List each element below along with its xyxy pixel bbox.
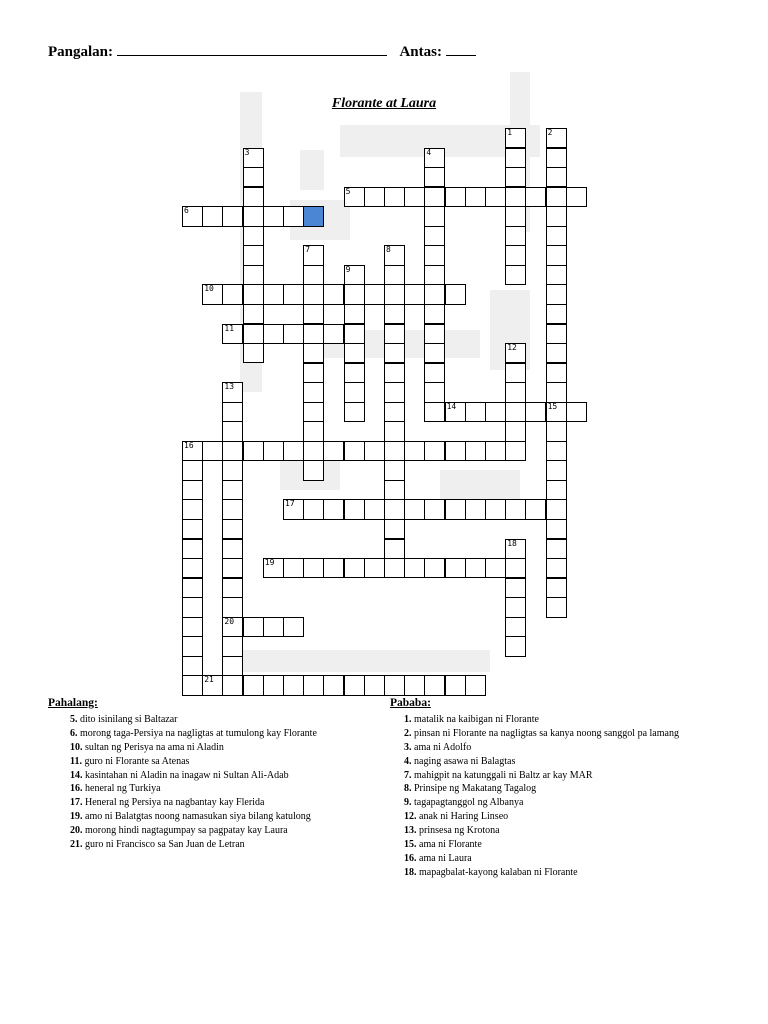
grid-cell[interactable] — [424, 304, 445, 324]
grid-cell[interactable] — [384, 402, 405, 422]
grid-cell[interactable] — [323, 499, 344, 519]
grid-cell[interactable] — [424, 265, 445, 285]
grid-cell[interactable] — [546, 558, 567, 578]
grid-cell[interactable] — [344, 284, 365, 304]
clue-text: prinsesa ng Krotona — [419, 825, 500, 837]
grid-cell[interactable] — [505, 597, 526, 617]
grid-cell[interactable] — [546, 148, 567, 168]
grid-number: 17 — [285, 499, 295, 509]
clue-text: Heneral ng Persiya na nagbantay kay Flerida — [85, 797, 265, 809]
grid-cell[interactable] — [344, 304, 365, 324]
grid-cell[interactable] — [384, 324, 405, 344]
page-title: Florante at Laura — [331, 96, 437, 111]
grid-cell[interactable] — [384, 284, 405, 304]
grid-cell[interactable] — [505, 421, 526, 441]
grid-number: 21 — [204, 675, 214, 685]
grid-cell[interactable] — [222, 558, 243, 578]
grid-cell[interactable] — [546, 441, 567, 461]
grid-cell[interactable] — [222, 675, 243, 695]
grid-cell[interactable] — [243, 441, 264, 461]
grid-cell[interactable] — [424, 245, 445, 265]
grid-cell[interactable] — [566, 402, 587, 422]
grid-cell[interactable] — [182, 460, 203, 480]
grid-cell[interactable] — [424, 382, 445, 402]
grid-cell[interactable] — [404, 558, 425, 578]
grid-cell[interactable] — [202, 441, 223, 461]
grid-cell[interactable] — [424, 206, 445, 226]
clue-text: morong hindi nagtagumpay sa pagpatay kay Laura — [85, 825, 288, 837]
grid-cell[interactable] — [505, 636, 526, 656]
grid-cell[interactable] — [546, 480, 567, 500]
grid-cell[interactable] — [384, 187, 405, 207]
grid-cell[interactable] — [445, 558, 466, 578]
grid-cell[interactable] — [424, 167, 445, 187]
grid-cell[interactable] — [182, 558, 203, 578]
grid-cell[interactable] — [364, 187, 385, 207]
grid-cell[interactable] — [546, 597, 567, 617]
grade-label: Antas: — [399, 44, 442, 60]
down-clue — [390, 741, 720, 755]
grid-number: 18 — [507, 538, 517, 548]
down-clue — [390, 796, 720, 810]
grid-cell[interactable] — [404, 187, 425, 207]
clue-number: 11. — [70, 755, 82, 767]
grid-cell[interactable] — [182, 636, 203, 656]
grid-cell[interactable] — [505, 167, 526, 187]
down-clue — [390, 769, 720, 783]
grid-number: 15 — [547, 401, 558, 411]
across-clue — [48, 796, 378, 810]
grid-cell[interactable] — [424, 441, 445, 461]
grid-cell[interactable] — [465, 558, 486, 578]
grid-cell[interactable] — [222, 206, 243, 226]
clue-number: 5. — [70, 713, 78, 725]
grid-number: 11 — [224, 323, 235, 333]
down-clue — [390, 852, 720, 866]
grid-cell[interactable] — [222, 402, 243, 422]
grid-cell[interactable] — [323, 558, 344, 578]
grid-cell[interactable] — [384, 519, 405, 539]
grid-cell[interactable] — [384, 675, 405, 695]
grid-cell[interactable] — [384, 480, 405, 500]
grid-number: 2 — [547, 128, 553, 137]
grid-cell[interactable] — [546, 539, 567, 559]
clue-number: 16. — [70, 783, 83, 795]
grid-cell[interactable] — [303, 206, 324, 226]
grid-cell[interactable] — [283, 558, 304, 578]
grid-number: 14 — [446, 401, 457, 411]
grid-cell[interactable] — [182, 617, 203, 637]
grid-cell[interactable] — [323, 675, 344, 695]
grid-cell[interactable] — [243, 343, 264, 363]
grid-cell[interactable] — [303, 265, 324, 285]
grid-cell[interactable] — [222, 460, 243, 480]
clue-text: mahigpit na katunggali ni Baltz ar kay MAR — [414, 769, 593, 781]
grid-cell[interactable] — [546, 421, 567, 441]
down-clue — [390, 838, 720, 852]
grid-cell[interactable] — [445, 284, 466, 304]
grid-cell[interactable] — [546, 206, 567, 226]
grid-cell[interactable] — [344, 343, 365, 363]
across-clue — [48, 810, 378, 824]
across-clue — [48, 741, 378, 755]
grid-cell[interactable] — [384, 499, 405, 519]
across-clue — [48, 769, 378, 783]
grid-cell[interactable] — [263, 324, 284, 344]
clue-text: guro ni Florante sa Atenas — [84, 755, 190, 767]
grid-cell[interactable] — [445, 499, 466, 519]
grid-cell[interactable] — [202, 206, 223, 226]
ghost-block — [300, 150, 324, 190]
down-clue — [390, 866, 720, 880]
grid-cell[interactable] — [424, 284, 445, 304]
clue-text: amo ni Balatgtas noong namasukan siya bilang katulong — [85, 811, 311, 823]
across-heading: Pahalang: — [48, 697, 98, 709]
grid-cell[interactable] — [546, 499, 567, 519]
grid-cell[interactable] — [465, 402, 486, 422]
grid-cell[interactable] — [263, 441, 284, 461]
clue-text: ama ni Florante — [419, 839, 482, 851]
grid-cell[interactable] — [485, 441, 506, 461]
grid-cell[interactable] — [222, 519, 243, 539]
grid-cell[interactable] — [303, 343, 324, 363]
grid-cell[interactable] — [323, 324, 344, 344]
grid-cell[interactable] — [222, 539, 243, 559]
across-clue — [48, 727, 378, 741]
clue-number: 6. — [70, 727, 78, 739]
grid-cell[interactable] — [222, 441, 243, 461]
grid-cell[interactable] — [424, 226, 445, 246]
grid-cell[interactable] — [344, 675, 365, 695]
grid-cell[interactable] — [505, 578, 526, 598]
grid-cell[interactable] — [566, 187, 587, 207]
across-clue — [48, 782, 378, 796]
grid-cell[interactable] — [424, 187, 445, 207]
grid-cell[interactable] — [424, 363, 445, 383]
clue-number: 3. — [404, 741, 412, 753]
clue-text: naging asawa ni Balagtas — [414, 755, 516, 767]
grid-cell[interactable] — [243, 324, 264, 344]
clue-text: sultan ng Perisya na ama ni Aladin — [85, 741, 224, 753]
clue-number: 16. — [404, 852, 417, 864]
grid-cell[interactable] — [263, 206, 284, 226]
grid-cell[interactable] — [384, 460, 405, 480]
grid-cell[interactable] — [424, 675, 445, 695]
across-clue — [48, 838, 378, 852]
grid-cell[interactable] — [283, 206, 304, 226]
grid-cell[interactable] — [344, 382, 365, 402]
clue-text: Prinsipe ng Makatang Tagalog — [414, 783, 537, 795]
grid-cell[interactable] — [546, 226, 567, 246]
grid-cell[interactable] — [323, 441, 344, 461]
clue-number: 12. — [404, 811, 417, 823]
grid-cell[interactable] — [404, 284, 425, 304]
down-clue — [390, 713, 720, 727]
grid-cell[interactable] — [384, 265, 405, 285]
grid-cell[interactable] — [222, 636, 243, 656]
grid-cell[interactable] — [505, 402, 526, 422]
grid-cell[interactable] — [303, 402, 324, 422]
grid-cell[interactable] — [344, 441, 365, 461]
clue-number: 4. — [404, 755, 412, 767]
grid-cell[interactable] — [485, 499, 506, 519]
grid-cell[interactable] — [303, 382, 324, 402]
grid-cell[interactable] — [546, 343, 567, 363]
clue-text: anak ni Haring Linseo — [419, 811, 509, 823]
grid-cell[interactable] — [546, 304, 567, 324]
grid-cell[interactable] — [243, 304, 264, 324]
grid-cell[interactable] — [303, 284, 324, 304]
grid-cell[interactable] — [546, 245, 567, 265]
grid-cell[interactable] — [505, 148, 526, 168]
grid-cell[interactable] — [303, 363, 324, 383]
down-clue — [390, 727, 720, 741]
grid-cell[interactable] — [182, 499, 203, 519]
clue-number: 17. — [70, 797, 83, 809]
grid-cell[interactable] — [303, 421, 324, 441]
down-clue — [390, 824, 720, 838]
grid-cell[interactable] — [424, 499, 445, 519]
grid-cell[interactable] — [364, 284, 385, 304]
grid-cell[interactable] — [243, 675, 264, 695]
grid-cell[interactable] — [182, 675, 203, 695]
grid-cell[interactable] — [222, 656, 243, 676]
grid-cell[interactable] — [344, 402, 365, 422]
grid-cell[interactable] — [283, 675, 304, 695]
grid-cell[interactable] — [525, 499, 546, 519]
grid-cell[interactable] — [485, 558, 506, 578]
grid-cell[interactable] — [505, 499, 526, 519]
down-heading: Pababa: — [390, 697, 431, 709]
ghost-block — [240, 650, 490, 672]
clue-text: ama ni Adolfo — [414, 741, 472, 753]
grid-cell[interactable] — [344, 324, 365, 344]
grid-cell[interactable] — [243, 226, 264, 246]
clue-number: 19. — [70, 811, 83, 823]
clue-number: 2. — [404, 727, 412, 739]
grid-cell[interactable] — [465, 187, 486, 207]
clue-number: 18. — [404, 866, 417, 878]
clue-text: kasintahan ni Aladin na inagaw ni Sultan Ali-Adab — [85, 769, 289, 781]
clue-number: 1. — [404, 713, 412, 725]
clue-number: 15. — [404, 839, 417, 851]
grid-cell[interactable] — [546, 460, 567, 480]
grid-cell[interactable] — [546, 187, 567, 207]
grid-cell[interactable] — [424, 343, 445, 363]
grid-number: 5 — [345, 186, 351, 196]
grid-cell[interactable] — [465, 675, 486, 695]
grid-cell[interactable] — [525, 402, 546, 422]
grid-cell[interactable] — [222, 499, 243, 519]
grid-cell[interactable] — [546, 324, 567, 344]
grid-cell[interactable] — [182, 519, 203, 539]
clue-text: mapagbalat-kayong kalaban ni Florante — [419, 866, 578, 878]
clue-text: heneral ng Turkiya — [85, 783, 161, 795]
grid-cell[interactable] — [384, 363, 405, 383]
grid-cell[interactable] — [182, 578, 203, 598]
grid-cell[interactable] — [222, 578, 243, 598]
grid-cell[interactable] — [384, 539, 405, 559]
grid-cell[interactable] — [263, 284, 284, 304]
grid-number: 4 — [426, 147, 432, 157]
grid-cell[interactable] — [546, 167, 567, 187]
grid-cell[interactable] — [303, 675, 324, 695]
grid-cell[interactable] — [182, 480, 203, 500]
across-clue — [48, 713, 378, 727]
grid-cell[interactable] — [424, 324, 445, 344]
clue-text: pinsan ni Florante na nagligtas sa kanya noong sanggol pa lamang — [414, 727, 679, 739]
grid-cell[interactable] — [505, 226, 526, 246]
clue-number: 7. — [404, 769, 412, 781]
across-clue — [48, 824, 378, 838]
grid-cell[interactable] — [344, 558, 365, 578]
grid-cell[interactable] — [364, 499, 385, 519]
grid-cell[interactable] — [546, 519, 567, 539]
grid-cell[interactable] — [485, 187, 506, 207]
clue-text: guro ni Francisco sa San Juan de Letran — [85, 839, 245, 851]
grid-cell[interactable] — [283, 284, 304, 304]
down-clue — [390, 755, 720, 769]
grid-cell[interactable] — [546, 382, 567, 402]
grid-cell[interactable] — [465, 441, 486, 461]
down-clue — [390, 782, 720, 796]
grid-cell[interactable] — [424, 558, 445, 578]
clue-number: 21. — [70, 839, 83, 851]
name-label: Pangalan: — [48, 44, 114, 60]
clue-number: 13. — [404, 825, 417, 837]
grid-cell[interactable] — [263, 675, 284, 695]
grid-number: 20 — [224, 616, 235, 626]
clue-text: dito isinilang si Baltazar — [80, 713, 178, 725]
grid-cell[interactable] — [384, 304, 405, 324]
clue-number: 8. — [404, 783, 412, 795]
grid-cell[interactable] — [404, 441, 425, 461]
grid-cell[interactable] — [303, 304, 324, 324]
clue-number: 10. — [70, 741, 83, 753]
grid-cell[interactable] — [364, 675, 385, 695]
grid-number: 10 — [204, 284, 214, 294]
grid-cell[interactable] — [243, 284, 264, 304]
across-clue — [48, 755, 378, 769]
grid-cell[interactable] — [303, 499, 324, 519]
grid-number: 3 — [244, 147, 250, 157]
grid-cell[interactable] — [485, 402, 506, 422]
grid-cell[interactable] — [384, 343, 405, 363]
grid-cell[interactable] — [505, 441, 526, 461]
grid-cell[interactable] — [465, 499, 486, 519]
grid-cell[interactable] — [505, 206, 526, 226]
grid-cell[interactable] — [243, 265, 264, 285]
down-clues — [390, 697, 720, 880]
grid-cell[interactable] — [182, 539, 203, 559]
grid-cell[interactable] — [364, 441, 385, 461]
grid-cell[interactable] — [505, 187, 526, 207]
clue-number: 14. — [70, 769, 83, 781]
grid-number: 13 — [224, 382, 235, 392]
grid-cell[interactable] — [243, 167, 264, 187]
grid-cell[interactable] — [546, 284, 567, 304]
grid-number: 12 — [507, 343, 517, 353]
grid-cell[interactable] — [283, 441, 304, 461]
grid-cell[interactable] — [222, 421, 243, 441]
grid-cell[interactable] — [445, 675, 466, 695]
grid-cell[interactable] — [303, 558, 324, 578]
grid-number: 9 — [345, 264, 351, 274]
grid-cell[interactable] — [364, 558, 385, 578]
grid-number: 16 — [184, 440, 194, 450]
grid-number: 1 — [507, 128, 513, 137]
grid-cell[interactable] — [445, 441, 466, 461]
grid-cell[interactable] — [344, 499, 365, 519]
across-clues — [48, 697, 378, 852]
grid-cell[interactable] — [404, 499, 425, 519]
grid-cell[interactable] — [243, 617, 264, 637]
grid-cell[interactable] — [303, 460, 324, 480]
grid-cell[interactable] — [243, 206, 264, 226]
grid-cell[interactable] — [243, 245, 264, 265]
clue-text: tagapagtanggol ng Albanya — [414, 797, 524, 809]
grid-number: 19 — [264, 558, 275, 568]
grid-cell[interactable] — [445, 187, 466, 207]
clue-text: matalik na kaibigan ni Florante — [414, 713, 539, 725]
grid-cell[interactable] — [222, 284, 243, 304]
grid-cell[interactable] — [505, 265, 526, 285]
grid-cell[interactable] — [283, 617, 304, 637]
clue-number: 9. — [404, 797, 412, 809]
grid-cell[interactable] — [384, 441, 405, 461]
grid-cell[interactable] — [222, 480, 243, 500]
grid-cell[interactable] — [505, 382, 526, 402]
grid-cell[interactable] — [525, 187, 546, 207]
grid-cell[interactable] — [222, 597, 243, 617]
grid-cell[interactable] — [344, 363, 365, 383]
grid-cell[interactable] — [424, 402, 445, 422]
grid-cell[interactable] — [546, 265, 567, 285]
grid-cell[interactable] — [182, 656, 203, 676]
grid-number: 6 — [184, 206, 189, 216]
grid-cell[interactable] — [384, 421, 405, 441]
grid-cell[interactable] — [546, 363, 567, 383]
grid-cell[interactable] — [283, 324, 304, 344]
grid-cell[interactable] — [182, 597, 203, 617]
grid-cell[interactable] — [505, 363, 526, 383]
grid-cell[interactable] — [303, 324, 324, 344]
grid-cell[interactable] — [505, 245, 526, 265]
grid-cell[interactable] — [323, 284, 344, 304]
clue-text: ama ni Laura — [419, 852, 472, 864]
grid-cell[interactable] — [243, 187, 264, 207]
grid-cell[interactable] — [505, 617, 526, 637]
grid-cell[interactable] — [505, 558, 526, 578]
clue-number: 20. — [70, 825, 83, 837]
grid-cell[interactable] — [404, 675, 425, 695]
clue-text: morong taga-Persiya na nagligtas at tumulong kay Florante — [80, 727, 317, 739]
grid-number: 7 — [305, 245, 311, 255]
grid-cell[interactable] — [384, 382, 405, 402]
grid-cell[interactable] — [546, 578, 567, 598]
grid-number: 8 — [386, 245, 391, 255]
down-clue — [390, 810, 720, 824]
grid-cell[interactable] — [263, 617, 284, 637]
grid-cell[interactable] — [303, 441, 324, 461]
grid-cell[interactable] — [384, 558, 405, 578]
